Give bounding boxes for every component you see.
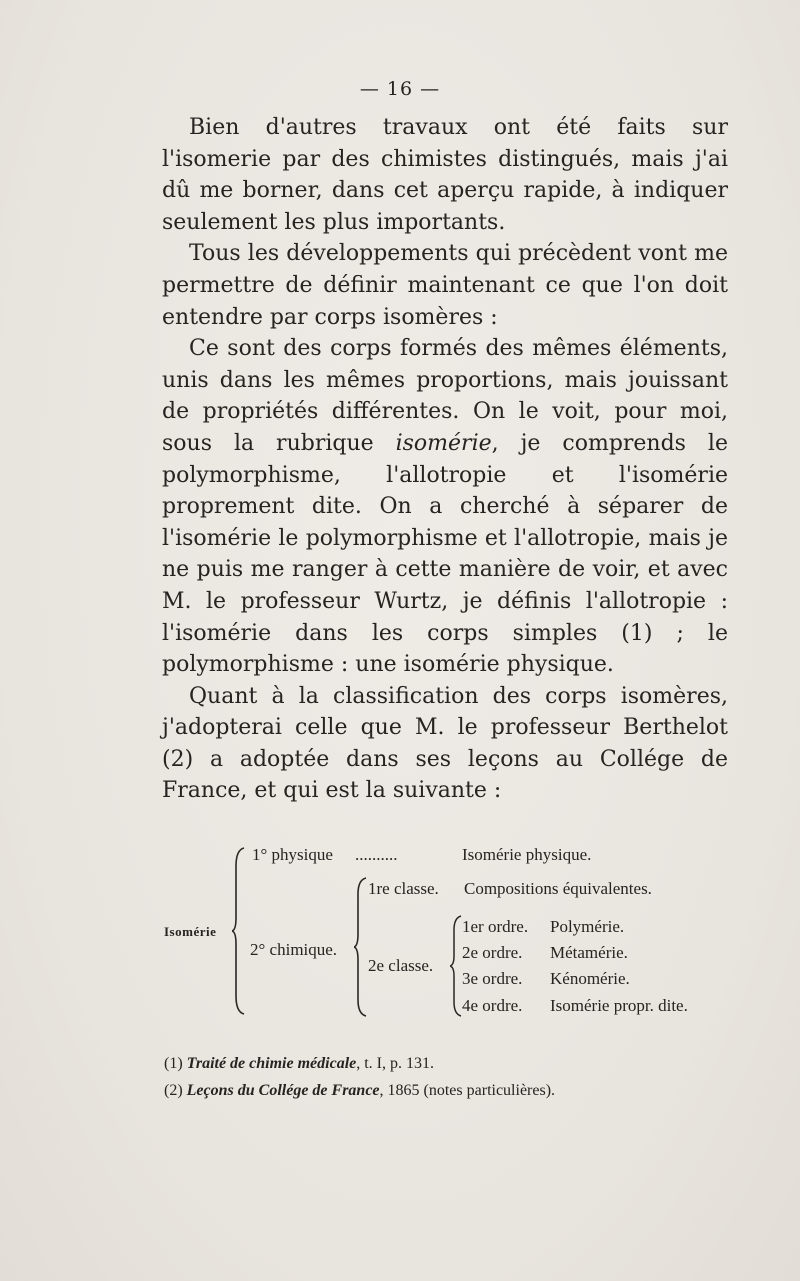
footnote-2-rest: , 1865 (notes particulières). [379,1082,556,1099]
footnote-2-title: Leçons du Collége de France [186,1082,380,1099]
footnote-2 [164,1082,555,1100]
physique-dots: .......... [355,845,398,864]
footnote-1-title: Traité de chimie médicale [186,1055,357,1072]
paragraph-3-italic-term: isomérie [395,430,492,456]
root-label: Isomérie [164,924,217,939]
footnote-1-rest: , t. I, p. 131. [356,1055,435,1072]
physique-label: 1° physique [252,845,333,864]
classe2-label: 2e classe. [368,956,434,975]
classe1-value: Compositions équivalentes. [464,879,652,898]
order-4-label: 4e ordre. [462,996,523,1015]
footnote-1 [164,1055,434,1073]
footnote-1-num: (1) [164,1055,183,1072]
main-brace [232,846,248,1016]
paragraph-3-text-b: , je comprends le polymorphisme, l'allotropie et l'isomérie proprement dite. On a cherché à séparer de l'isomérie le polymorphisme et l'allotropie, mais je ne puis me ranger à cette manière de voir, et avec M. le professeur Wurtz, je définis l'allotropie : l'isomérie dans les corps simples (1) ; le polymorphisme : une isomérie physique. [162,430,728,678]
order-2-value: Métamérie. [550,943,628,962]
footnote-2-num: (2) [164,1082,183,1099]
paragraph-1: Bien d'autres travaux ont été faits sur l'isomerie par des chimistes distingués, mais j'ai dû me borner, dans cet aperçu rapide, à indiquer seulement les plus importants. [162,115,728,235]
physique-value: Isomérie physique. [462,845,592,864]
paragraph-4: Quant à la classification des corps isomères, j'adopterai celle que M. le professeur Berthelot (2) a adoptée dans ses leçons au Collége de France, et qui est la suivante : [162,683,728,804]
order-4-value: Isomérie propr. dite. [550,996,688,1015]
order-1-value: Polymérie. [550,917,625,936]
paragraph-2: Tous les développements qui précèdent vont me permettre de définir maintenant ce que l'on doit entendre par corps isomères : [162,241,728,330]
page-number: — 16 — [359,78,441,100]
order-1-label: 1er ordre. [462,917,529,936]
paragraph-3-text-a: Ce sont des corps formés des mêmes éléments, unis dans les mêmes proportions, mais jouissant de propriétés différentes. On le voit, pour moi, sous la rubrique [162,336,728,456]
order-3-value: Kénomérie. [550,969,630,988]
order-2-label: 2e ordre. [462,943,523,962]
order-3-label: 3e ordre. [462,969,523,988]
classe1-label: 1re classe. [368,879,439,898]
chimique-label: 2° chimique. [250,940,338,959]
